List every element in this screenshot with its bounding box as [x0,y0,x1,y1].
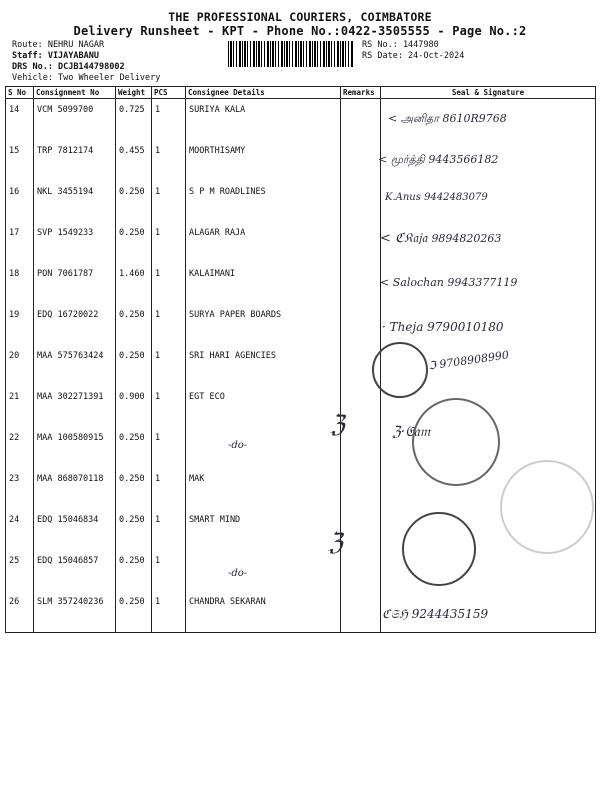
cell-weight: 1.460 [116,263,152,304]
cell-pcs: 1 [152,427,186,468]
cell-remarks [341,222,381,263]
cell-weight: 0.250 [116,550,152,591]
drs-label: DRS No.: DCJB144798002 [12,62,125,72]
cell-consignment-no: SLM 357240236 [34,591,116,633]
cell-consignee: SRI HARI AGENCIES [186,345,341,386]
runsheet-subtitle: Delivery Runsheet - KPT - Phone No.:0422-3505555 - Page No.:2 [73,24,527,38]
cell-consignee: SURIYA KALA [186,99,341,141]
cell-consignment-no: MAA 575763424 [34,345,116,386]
route-label: Route: NEHRU NAGAR [12,40,105,50]
cell-sno: 16 [6,181,34,222]
ditto-mark-r25: -do- [228,568,248,579]
cell-consignment-no: EDQ 15046857 [34,550,116,591]
cell-consignee: S P M ROADLINES [186,181,341,222]
cell-pcs: 1 [152,591,186,633]
cell-sno: 21 [6,386,34,427]
cell-pcs: 1 [152,386,186,427]
cell-sno: 14 [6,99,34,141]
stamp-sri-hari-agencies [372,342,428,398]
cell-consignee: ALAGAR RAJA [186,222,341,263]
cell-pcs: 1 [152,550,186,591]
cell-sno: 23 [6,468,34,509]
cell-weight: 0.250 [116,468,152,509]
col-consignee-header: Consignee Details [186,87,341,99]
cell-sno: 26 [6,591,34,633]
runsheet-meta-left [12,40,160,84]
vehicle-label: Vehicle: Two Wheeler Delivery [12,73,161,83]
stamp-smart-mind [402,512,476,586]
cell-remarks [341,509,381,550]
cell-remarks [341,263,381,304]
cell-pcs: 1 [152,99,186,141]
cell-pcs: 1 [152,345,186,386]
col-pcs-header: PCS [152,87,186,99]
cell-pcs: 1 [152,181,186,222]
cell-consignee: MOORTHISAMY [186,140,341,181]
cell-pcs: 1 [152,140,186,181]
cell-weight: 0.250 [116,509,152,550]
cell-weight: 0.250 [116,304,152,345]
cell-consignee: SMART MIND [186,509,341,550]
cell-consignee: EGT ECO [186,386,341,427]
cell-consignment-no: MAA 868070118 [34,468,116,509]
col-remarks-header: Remarks [341,87,381,99]
rs-number-label: RS No.: 1447980 [362,40,439,50]
cell-sno: 17 [6,222,34,263]
cell-sno: 24 [6,509,34,550]
cell-weight: 0.725 [116,99,152,141]
table-row [6,427,596,468]
faded-stamp [500,460,594,554]
cell-weight: 0.250 [116,345,152,386]
table-row [6,591,596,633]
cell-pcs: 1 [152,468,186,509]
cell-consignment-no: PON 7061787 [34,263,116,304]
cell-weight: 0.250 [116,181,152,222]
cell-consignee: CHANDRA SEKARAN [186,591,341,633]
cell-pcs: 1 [152,222,186,263]
cell-weight: 0.900 [116,386,152,427]
table-header-row [6,87,596,99]
col-weight-header: Weight [116,87,152,99]
col-consignment-header: Consignment No [34,87,116,99]
cell-consignee [186,427,341,468]
signature-r16: K.Anus 9442483079 [385,192,488,203]
cell-consignment-no: EDQ 15046834 [34,509,116,550]
table-row [6,140,596,181]
bracket-mark-r25: ℨ [328,528,343,556]
company-title: THE PROFESSIONAL COURIERS, COIMBATORE [168,10,432,24]
cell-sno: 15 [6,140,34,181]
cell-consignment-no: VCM 5099700 [34,99,116,141]
cell-remarks [341,468,381,509]
cell-consignment-no: TRP 7812174 [34,140,116,181]
table-row [6,386,596,427]
signature-r26: ℭ𝔖ℌ 9244435159 [382,607,489,621]
table-row [6,99,596,141]
cell-pcs: 1 [152,304,186,345]
cell-sno: 18 [6,263,34,304]
cell-pcs: 1 [152,263,186,304]
rs-date-label: RS Date: 24-Oct-2024 [362,51,465,61]
cell-consignment-no: MAA 100580915 [34,427,116,468]
signature-r19: · Theja 9790010180 [382,320,504,334]
signature-r15: < மூர்த்தி 9443566182 [378,153,499,166]
cell-remarks [341,99,381,141]
cell-consignment-no: SVP 1549233 [34,222,116,263]
signature-r21: ℨ·𝔈𝔞𝔪 [392,424,431,440]
ditto-mark-r22: -do- [228,440,248,451]
cell-consignee: MAK [186,468,341,509]
cell-sno: 25 [6,550,34,591]
signature-r18: < Salochan 9943377119 [380,276,518,289]
cell-remarks [341,140,381,181]
col-sno-header: S No [6,87,34,99]
runsheet-meta-right [362,40,464,62]
table-row [6,304,596,345]
cell-consignment-no: MAA 302271391 [34,386,116,427]
table-row [6,550,596,591]
signature-r17: < ℭ𝔎𝔞𝔧𝔞 9894820263 [380,231,502,246]
table-row [6,222,596,263]
barcode-image [228,41,353,67]
cell-weight: 0.250 [116,591,152,633]
cell-sno: 20 [6,345,34,386]
signature-r20: ℑ 9708908990 [427,348,510,373]
cell-consignee [186,550,341,591]
cell-consignment-no: EDQ 16720022 [34,304,116,345]
staff-label: Staff: VIJAYABANU [12,51,99,61]
cell-weight: 0.250 [116,222,152,263]
cell-remarks [341,304,381,345]
col-signature-header: Seal & Signature [381,87,596,99]
cell-consignee: KALAIMANI [186,263,341,304]
cell-remarks [341,550,381,591]
cell-weight: 0.455 [116,140,152,181]
cell-weight: 0.250 [116,427,152,468]
bracket-mark-r22: ℨ [330,410,345,438]
cell-remarks [341,427,381,468]
cell-sno: 19 [6,304,34,345]
signature-r14: < அனிதா 8610R9768 [388,112,507,125]
cell-remarks [341,386,381,427]
cell-consignment-no: NKL 3455194 [34,181,116,222]
cell-consignee: SURYA PAPER BOARDS [186,304,341,345]
cell-remarks [341,591,381,633]
cell-sno: 22 [6,427,34,468]
cell-pcs: 1 [152,509,186,550]
cell-remarks [341,181,381,222]
stamp-egt-eco [412,398,500,486]
